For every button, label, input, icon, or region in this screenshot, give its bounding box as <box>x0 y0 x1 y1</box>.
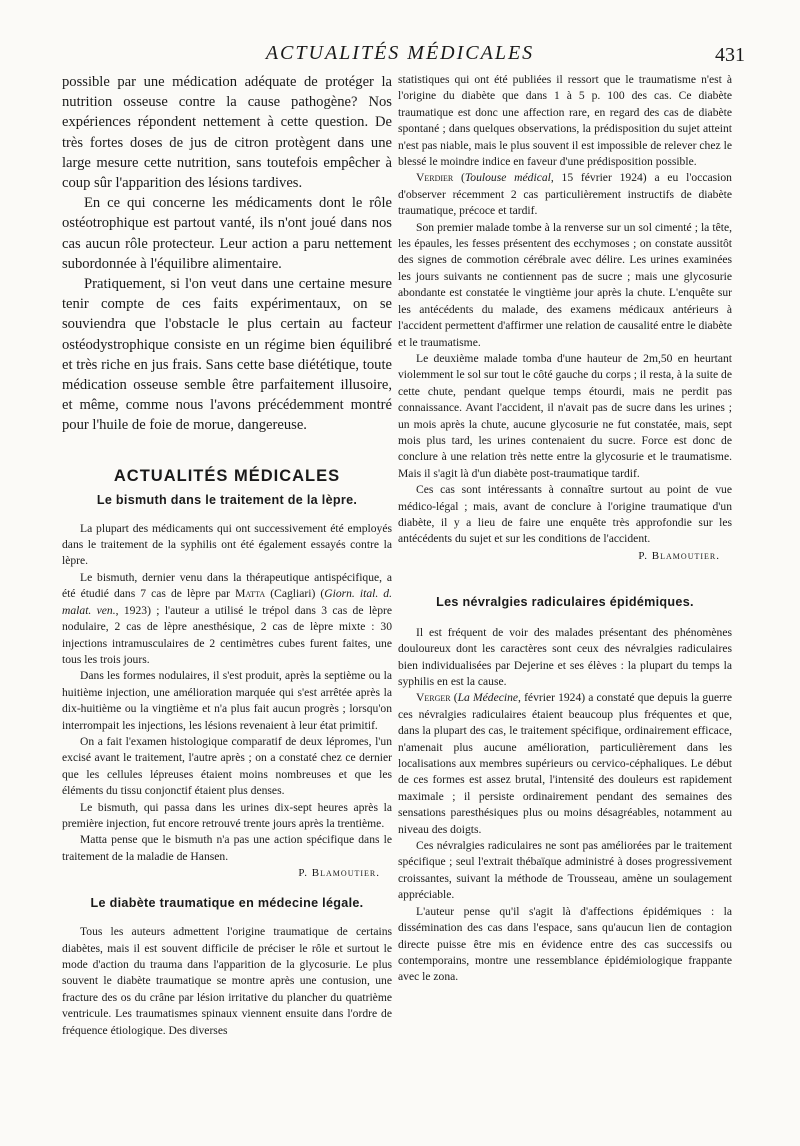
article-title-nevralgies: Les névralgies radiculaires épidémiques. <box>436 594 694 609</box>
diabete-journal-name: Toulouse médical <box>464 171 551 185</box>
article-title-diabete: Le diabète traumatique en médecine légale. <box>90 896 364 911</box>
intro-paragraph-3: Pratiquement, si l'on veut dans une certaine mesure tenir compte de ces faits expérimentaux, on se souviendra que l'obstacle le plus certain au facteur ostéodystrophique consiste en un régime bien équilibré et très riche en jus frais. Sans cette base diététique, toute médication osseuse semble être parfaitement illusoire, et même, comme nous l'avons précédemment montré pour l'huile de foie de morue, dangereuse. <box>62 276 392 434</box>
diabete-paragraph-1: Tous les auteurs admettent l'origine traumatique de certains diabètes, mais il est souvent difficile de préciser le rôle et surtout le mode d'action du trauma dans l'apparition de la glycosurie. Le plus souvent le diabète traumatique se montre après une contusion, une fracture des os du crâne par lésion irritative du plancher du quatrième ventricule. Les traumatismes spinaux viennent ensuite dans l'ordre de fréquence étiologique. Des diverses <box>62 925 392 1037</box>
section-title: ACTUALITÉS MÉDICALES <box>113 466 341 485</box>
nevralgies-paragraph-4: L'auteur pense qu'il s'agit là d'affections épidémiques : la dissémination des cas dans l'espace, sans qu'aucun lien de contagion directe puisse être mis en évidence entre des cas successifs ou contemporains, montre une ressemblance épidémiologique frappante avec le zona. <box>398 904 732 984</box>
nevralgies-paragraph-2 <box>398 690 732 838</box>
nevralgies-journal-name: La Médecine <box>457 691 519 705</box>
bismuth-author-name: Matta <box>235 587 266 601</box>
article-nevralgies <box>398 594 732 986</box>
left-column <box>62 72 392 1039</box>
diabete-author-name: Verdier <box>416 171 454 185</box>
article-bismuth <box>62 492 392 882</box>
bismuth-journal-name: Giorn. ital. d. malat. ven. <box>62 587 392 617</box>
nevralgies-paragraph-3: Ces névralgies radiculaires ne sont pas améliorées par le traitement spécifique ; seul l'extrait thébaïque administré à doses progressivement croissantes, suivant la méthode de Trousseau, amène un soulagement appréciable. <box>398 839 732 902</box>
diabete-signature: P. Blamoutier. <box>638 549 720 562</box>
bismuth-paragraph-2 <box>62 570 392 668</box>
article-diabete <box>62 895 392 1039</box>
bismuth-paragraph-6: Matta pense que le bismuth n'a pas une action spécifique dans le traitement de la maladie de Hansen. <box>62 833 392 863</box>
right-column <box>398 72 732 986</box>
intro-paragraph-1: possible par une médication adéquate de protéger la nutrition osseuse contre la cause pathogène? Nos expériences répondent nettement à cette question. De très fortes doses de jus de citron protègent dans une large mesure cette nutrition, sans toutefois empêcher à coup sûr l'apparition des lésions tardives. <box>62 74 392 192</box>
bismuth-paragraph-5: Le bismuth, qui passa dans les urines dix-sept heures après la première injection, fut encore retrouvé trente jours après la trentième. <box>62 800 392 830</box>
nevralgies-paragraph-1: Il est fréquent de voir des malades présentant des phénomènes douloureux dont les caractères sont ceux des névralgies radiculaires bien individualisées par Dejerine et ses élèves : la plupart du temps la syphilis en est la cause. <box>398 625 732 688</box>
bismuth-p2-text-a: Le bismuth, dernier venu dans la thérapeutique antispécifique, a été étudié dans 7 cas de lèpre par <box>62 570 392 601</box>
bismuth-paragraph-4: On a fait l'examen histologique comparatif de deux lépromes, l'un excisé avant le traitement, l'autre après ; on a constaté chez ce dernier que les cellules lépreuses étaient moins nombreuses et que les éléments du tissu conjonctif étaient plus denses. <box>62 734 392 798</box>
diabete-paragraph-2: statistiques qui ont été publiées il ressort que le traumatisme n'est à l'origine du diabète que dans 1 à 5 p. 100 des cas. Ce diabète traumatique est donc une affection rare, en regard des cas de diabète spontané ; dans quelques observations, la prédisposition du sujet atteint n'est pas niable, mais le plus souvent il est impossible de relever chez le blessé le moindre indice en faveur d'une prédisposition possible. <box>398 73 732 169</box>
bismuth-paragraph-3: Dans les formes nodulaires, il s'est produit, après la septième ou la huitième injection, une amélioration marquée qui s'est arrêtée après la dix-huitième ou la vingtième et n'a plus fait aucun progrès ; lorsqu'on interrompait les injections, les lésions revenaient à leur état primitif. <box>62 669 392 732</box>
nevralgies-p2-text-b: , février 1924) a constaté que depuis la guerre ces névralgies radiculaires étaient beaucoup plus fréquentes et que, dans la plupart des cas, le traitement spécifique, ordinairement efficace, n'amenait plus aucune amélioration, particulièrement dans les localisations aux membres supérieurs ou cervico-céphaliques. Le début de ces formes est assez brutal, l'intensité des douleurs est rapidement maximale ; il persiste ordinairement pendant des semaines des sensations paresthésiques plus ou moins désagréables, notamment au niveau des doigts. <box>398 691 733 836</box>
article-title-bismuth: Le bismuth dans le traitement de la lèpre. <box>96 492 358 507</box>
diabete-paragraph-6: Ces cas sont intéressants à connaître surtout au point de vue médico-légal ; mais, avant de conclure à l'origine traumatique d'un diabète, il y a lieu de faire une enquête très approfondie sur les antécédents du sujet et sur les conditions de l'accident. <box>398 483 732 546</box>
bismuth-p2-text-b: (Cagliari) ( <box>265 587 325 601</box>
diabete-paragraph-4: Son premier malade tombe à la renverse sur un sol cimenté ; la tête, les épaules, les fesses présentent des ecchymoses ; on constate aussitôt des signes de commotion cérébrale avec délire. Les urines examinées les jours suivants ne contiennent pas de sucre ; mais une glycosurie abondante est constatée le vingtième jour après la chute. L'enquête sur les antécédents du malade, des examens médicaux antérieurs à l'accident permettent d'affirmer une relation de causalité entre le diabète et le traumatisme. <box>398 220 732 349</box>
intro-text <box>62 72 392 436</box>
diabete-p3-text-a: ( <box>453 171 465 185</box>
bismuth-p2-text-c: , 1923) ; l'auteur a utilisé le trépol dans 3 cas de lèpre nodulaire, 2 cas de lèpre anesthésique, 2 cas de lèpre mixte : 30 injections intramusculaires de 2 centimètres cubes furent faites, une tous les trois jours. <box>62 603 392 666</box>
bismuth-paragraph-1: La plupart des médicaments qui ont successivement été employés dans le traitement de la syphilis ont été également essayés contre la lèpre. <box>62 521 392 568</box>
bismuth-signature: P. Blamoutier. <box>298 867 380 880</box>
diabete-paragraph-3 <box>398 170 732 219</box>
page-number: 431 <box>715 44 745 66</box>
nevralgies-author-name: Verger <box>416 691 451 705</box>
running-title: ACTUALITÉS MÉDICALES <box>265 42 535 64</box>
nevralgies-p2-text-a: ( <box>450 691 458 705</box>
article-diabete-continued <box>398 72 732 564</box>
diabete-p3-text-b: , 15 février 1924) a eu l'occasion d'observer récemment 2 cas particulièrement instructifs de diabète traumatique, précoce et tardif. <box>398 171 732 218</box>
intro-paragraph-2: En ce qui concerne les médicaments dont le rôle ostéotrophique est partout vanté, ils n'ont joué dans nos cas aucun rôle protecteur. Leur action a paru nettement subordonnée à l'équilibre alimentaire. <box>62 195 392 272</box>
diabete-paragraph-5: Le deuxième malade tomba d'une hauteur de 2m,50 en heurtant violemment le sol sur tout le côté gauche du corps ; il resta, à la suite de cette chute, pendant quelque temps étourdi, mais ne perdit pas connaissance. Avant l'accident, il n'avait pas de sucre dans les urines ; un mois après la chute, aucune glycosurie ne fut constatée, mais, sept mois plus tard, les urines contenaient du sucre. Force est donc de conclure à une relation très nette entre la glycosurie et le traumatisme. Mais il s'agit là d'un diabète post-traumatique tardif. <box>398 351 732 480</box>
